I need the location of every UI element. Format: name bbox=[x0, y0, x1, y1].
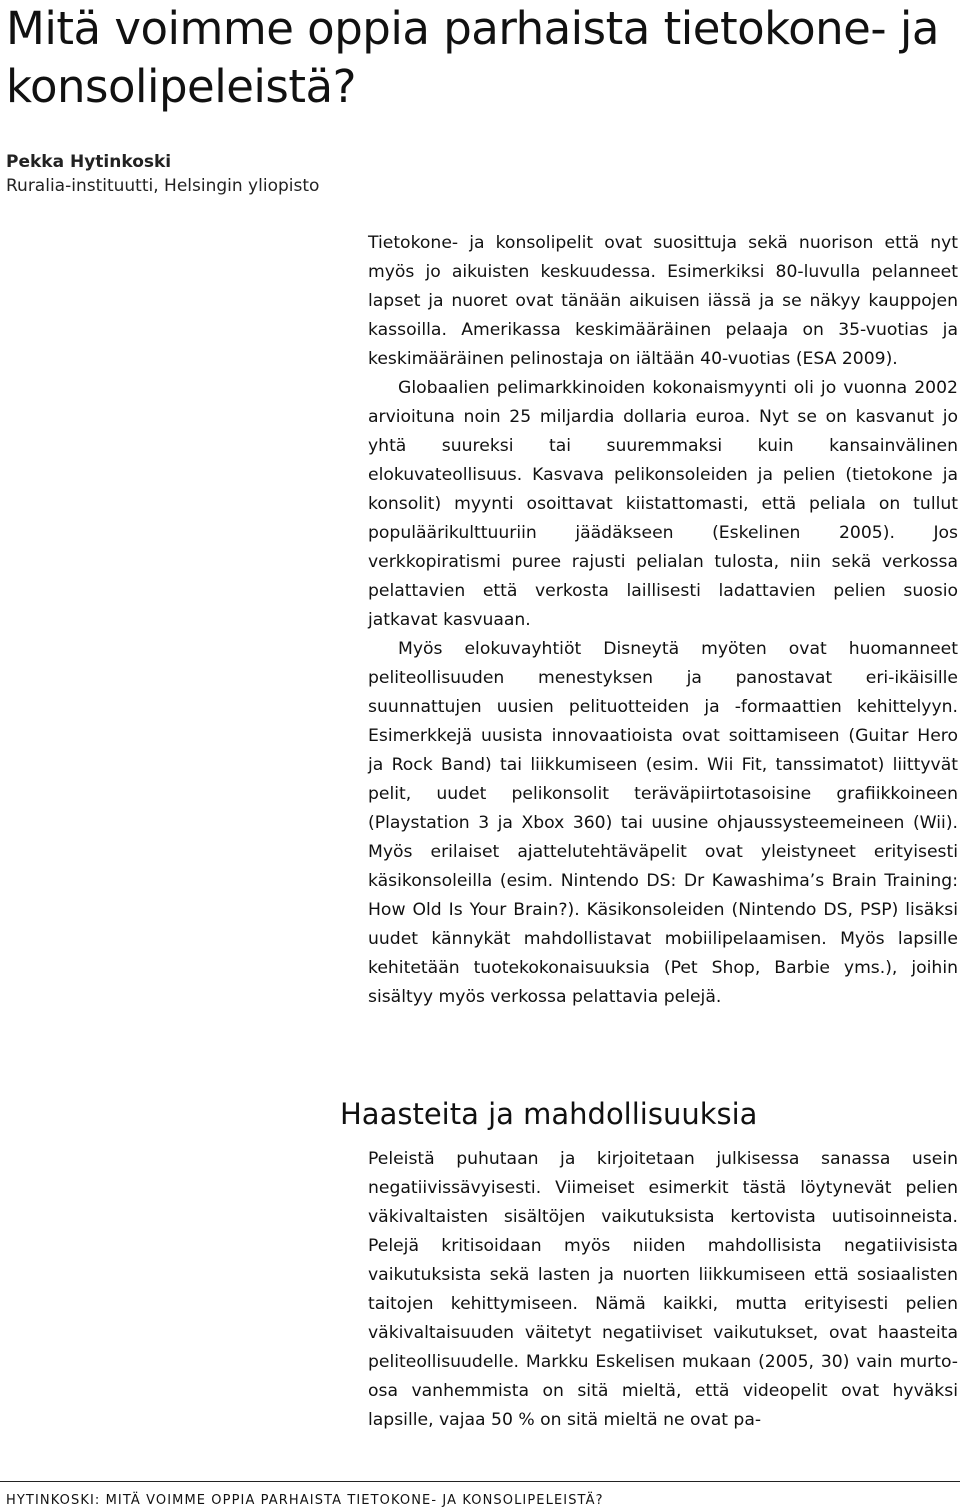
section-body bbox=[368, 1145, 958, 1435]
running-footer: HYTINKOSKI: MITÄ VOIMME OPPIA PARHAISTA TIETOKONE- JA KONSOLIPELEISTÄ? bbox=[6, 1493, 604, 1508]
intro-text bbox=[368, 229, 958, 1012]
author-block bbox=[6, 150, 606, 198]
author-affiliation: Ruralia-instituutti, Helsingin yliopisto bbox=[6, 176, 320, 196]
intro-paragraph-3: Myös elokuvayhtiöt Disneytä myöten ovat huomanneet peliteollisuuden menestyksen ja panostavat eri-ikäisille suunnattujen uusien pelituotteiden ja -formaattien kehittelyyn. Esimerkkejä uusista innovaatioista ovat soittamiseen (Guitar Hero ja Rock Band) tai liikkumiseen (esim. Wii Fit, tanssimatot) liittyvät pelit, uudet pelikonsolit teräväpiirtotasoisine grafiikkoineen (Playstation 3 ja Xbox 360) tai uusine ohjaussysteemeineen (Wii). Myös erilaiset ajattelutehtäväpelit ovat yleistyneet erityisesti käsikonsoleilla (esim. Nintendo DS: Dr Kawashima’s Brain Training: How Old Is Your Brain?). Käsikonsoleiden (Nintendo DS, PSP) lisäksi uudet kännykät mahdollistavat mobiilipelaamisen. Myös lapsille kehitetään tuotekokonaisuuksia (Pet Shop, Barbie yms.), joihin sisältyy myös verkossa pelattavia pelejä. bbox=[368, 639, 958, 1007]
article-title: Mitä voimme oppia parhaista tietokone- ja konsolipeleistä? bbox=[6, 2, 939, 113]
intro-paragraph-2: Globaalien pelimarkkinoiden kokonaismyynti oli jo vuonna 2002 arvioituna noin 25 miljardia dollaria euroa. Nyt se on kasvanut jo yhtä suureksi tai suuremmaksi kuin kansainvälinen elokuvateollisuus. Kasvava pelikonsoleiden ja pelien (tietokone ja konsolit) myynti osoittavat kiistattomasti, että peliala on tullut populäärikulttuuriin jäädäkseen (Eskelinen 2005). Jos verkkopiratismi puree rajusti pelialan tulosta, niin sekä verkossa pelattavien että verkosta laillisesti ladattavien pelien suosio jatkavat kasvuaan. bbox=[368, 378, 958, 630]
intro-paragraph-1: Tietokone- ja konsolipelit ovat suosittuja sekä nuorison että nyt myös jo aikuisten keskuudessa. Esimerkiksi 80-luvulla pelanneet lapset ja nuoret ovat tänään aikuisen iässä ja se näkyy kauppojen kassoilla. Amerikassa keskimääräinen pelaaja on 35-vuotias ja keskimääräinen pelinostaja on iältään 40-vuotias (ESA 2009). bbox=[368, 233, 958, 369]
author-name: Pekka Hytinkoski bbox=[6, 152, 172, 172]
section-paragraph: Peleistä puhutaan ja kirjoitetaan julkisessa sanassa usein negatiivissävyisesti. Viimeiset esimerkit tästä löytynevät pelien väkivaltaisten sisältöjen vaikutuksista kertovista uutisoinneista. Pelejä kritisoidaan myös niiden mahdollisista negatiivisista vaikutuksista sekä lasten ja nuorten liikkumiseen että sosiaalisten taitojen kehittymiseen. Nämä kaikki, mutta erityisesti pelien väkivaltaisuuden väitetyt negatiiviset vaikutukset, ovat haasteita peliteollisuudelle. Markku Eskelisen mukaan (2005, 30) vain murto-osa vanhemmista on sitä mieltä, että videopelit ovat hyväksi lapsille, vajaa 50 % on sitä mieltä ne ovat pa- bbox=[368, 1149, 958, 1430]
footer-rule bbox=[0, 1481, 960, 1482]
section-heading: Haasteita ja mahdollisuuksia bbox=[340, 1097, 758, 1131]
